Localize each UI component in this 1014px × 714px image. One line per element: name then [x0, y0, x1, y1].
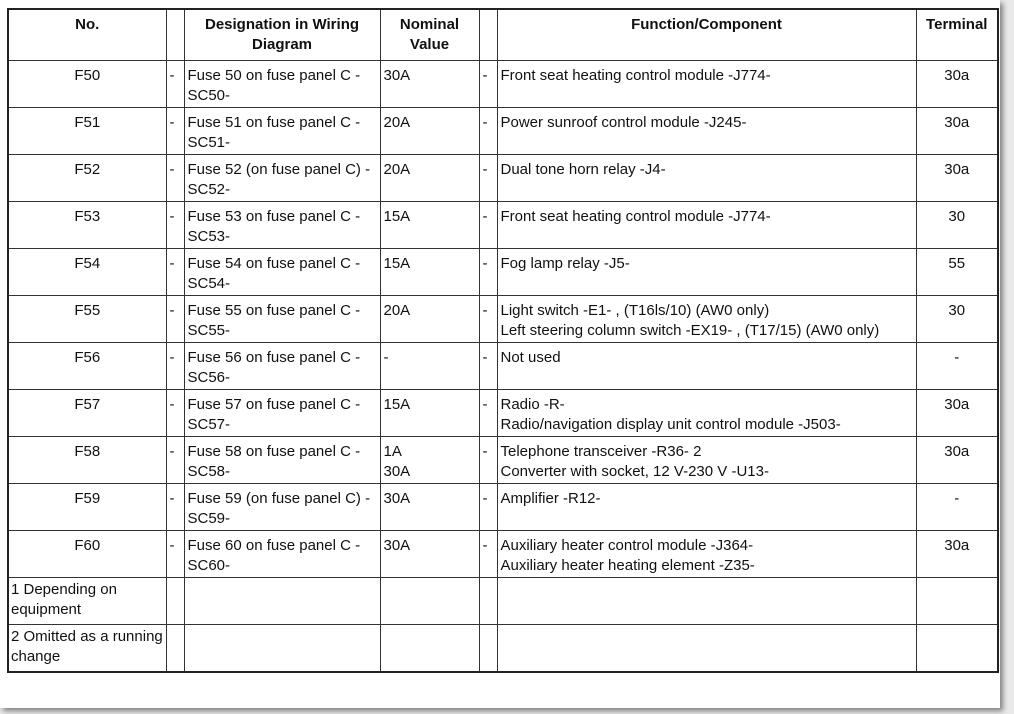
table-row	[8, 390, 998, 437]
header-function: Function/Component	[497, 9, 916, 61]
nominal-value: 20A	[380, 155, 479, 202]
function-component: Fog lamp relay -J5-	[497, 249, 916, 296]
function-component: Power sunroof control module -J245-	[497, 108, 916, 155]
fuse-number: F57	[8, 390, 166, 437]
wiring-designation: Fuse 56 on fuse panel C -SC56-	[184, 343, 380, 390]
header-nominal-value: Nominal Value	[380, 9, 479, 61]
wiring-designation: Fuse 58 on fuse panel C -SC58-	[184, 437, 380, 484]
dash-marker: -	[166, 437, 184, 484]
wiring-designation: Fuse 52 (on fuse panel C) -SC52-	[184, 155, 380, 202]
table-body	[8, 61, 998, 673]
header-row	[8, 9, 998, 61]
empty-cell	[916, 625, 998, 673]
empty-cell	[479, 578, 497, 625]
wiring-designation: Fuse 60 on fuse panel C -SC60-	[184, 531, 380, 578]
dash-marker: -	[166, 202, 184, 249]
dash-marker: -	[479, 390, 497, 437]
nominal-value: 20A	[380, 108, 479, 155]
dash-marker: -	[479, 531, 497, 578]
dash-marker: -	[479, 484, 497, 531]
terminal: 30a	[916, 155, 998, 202]
dash-marker: -	[166, 61, 184, 108]
dash-marker: -	[166, 484, 184, 531]
header-no: No.	[8, 9, 166, 61]
nominal-value: 15A	[380, 202, 479, 249]
wiring-designation: Fuse 54 on fuse panel C -SC54-	[184, 249, 380, 296]
footnote-text: 1 Depending on equipment	[8, 578, 166, 625]
nominal-value: 30A	[380, 531, 479, 578]
function-component: Dual tone horn relay -J4-	[497, 155, 916, 202]
table-row	[8, 108, 998, 155]
function-component: Telephone transceiver -R36- 2 Converter with socket, 12 V-230 V -U13-	[497, 437, 916, 484]
fuse-number: F51	[8, 108, 166, 155]
footnote-row	[8, 625, 998, 673]
wiring-designation: Fuse 57 on fuse panel C -SC57-	[184, 390, 380, 437]
empty-cell	[166, 578, 184, 625]
fuse-number: F58	[8, 437, 166, 484]
dash-marker: -	[166, 343, 184, 390]
wiring-designation: Fuse 59 (on fuse panel C) -SC59-	[184, 484, 380, 531]
empty-cell	[497, 625, 916, 673]
empty-cell	[184, 625, 380, 673]
dash-marker: -	[479, 202, 497, 249]
function-component: Front seat heating control module -J774-	[497, 61, 916, 108]
nominal-value: 30A	[380, 484, 479, 531]
wiring-designation: Fuse 55 on fuse panel C -SC55-	[184, 296, 380, 343]
terminal: -	[916, 484, 998, 531]
terminal: 30a	[916, 61, 998, 108]
function-component: Not used	[497, 343, 916, 390]
table-row	[8, 249, 998, 296]
dash-marker: -	[166, 108, 184, 155]
table-row	[8, 155, 998, 202]
header-spacer	[479, 9, 497, 61]
fuse-table	[7, 8, 999, 673]
function-component: Amplifier -R12-	[497, 484, 916, 531]
nominal-value: 15A	[380, 249, 479, 296]
fuse-number: F54	[8, 249, 166, 296]
fuse-number: F59	[8, 484, 166, 531]
dash-marker: -	[479, 249, 497, 296]
terminal: 30a	[916, 437, 998, 484]
dash-marker: -	[166, 155, 184, 202]
table-row	[8, 202, 998, 249]
nominal-value: 1A 30A	[380, 437, 479, 484]
function-component: Radio -R- Radio/navigation display unit control module -J503-	[497, 390, 916, 437]
terminal: 30	[916, 296, 998, 343]
fuse-number: F56	[8, 343, 166, 390]
fuse-number: F52	[8, 155, 166, 202]
header-terminal: Terminal	[916, 9, 998, 61]
dash-marker: -	[479, 108, 497, 155]
fuse-number: F60	[8, 531, 166, 578]
table-row	[8, 343, 998, 390]
nominal-value: 15A	[380, 390, 479, 437]
dash-marker: -	[166, 296, 184, 343]
empty-cell	[380, 578, 479, 625]
nominal-value: 30A	[380, 61, 479, 108]
empty-cell	[916, 578, 998, 625]
function-component: Auxiliary heater control module -J364- Auxiliary heater heating element -Z35-	[497, 531, 916, 578]
terminal: 30	[916, 202, 998, 249]
table-row	[8, 61, 998, 108]
empty-cell	[166, 625, 184, 673]
terminal: 55	[916, 249, 998, 296]
table-row	[8, 484, 998, 531]
wiring-designation: Fuse 51 on fuse panel C -SC51-	[184, 108, 380, 155]
wiring-designation: Fuse 50 on fuse panel C -SC50-	[184, 61, 380, 108]
terminal: -	[916, 343, 998, 390]
empty-cell	[380, 625, 479, 673]
fuse-number: F53	[8, 202, 166, 249]
dash-marker: -	[166, 390, 184, 437]
dash-marker: -	[479, 343, 497, 390]
function-component: Front seat heating control module -J774-	[497, 202, 916, 249]
dash-marker: -	[479, 437, 497, 484]
table-row	[8, 531, 998, 578]
terminal: 30a	[916, 108, 998, 155]
terminal: 30a	[916, 390, 998, 437]
empty-cell	[184, 578, 380, 625]
dash-marker: -	[479, 155, 497, 202]
table-row	[8, 437, 998, 484]
fuse-number: F50	[8, 61, 166, 108]
footnote-row	[8, 578, 998, 625]
header-designation: Designation in Wiring Diagram	[184, 9, 380, 61]
dash-marker: -	[479, 61, 497, 108]
header-spacer	[166, 9, 184, 61]
nominal-value: -	[380, 343, 479, 390]
footnote-text: 2 Omitted as a running change	[8, 625, 166, 673]
nominal-value: 20A	[380, 296, 479, 343]
dash-marker: -	[166, 249, 184, 296]
table-row	[8, 296, 998, 343]
dash-marker: -	[479, 296, 497, 343]
empty-cell	[497, 578, 916, 625]
fuse-number: F55	[8, 296, 166, 343]
wiring-designation: Fuse 53 on fuse panel C -SC53-	[184, 202, 380, 249]
dash-marker: -	[166, 531, 184, 578]
function-component: Light switch -E1- , (T16ls/10) (AW0 only) Left steering column switch -EX19- , (T17/15) (AW0 only)	[497, 296, 916, 343]
empty-cell	[479, 625, 497, 673]
terminal: 30a	[916, 531, 998, 578]
